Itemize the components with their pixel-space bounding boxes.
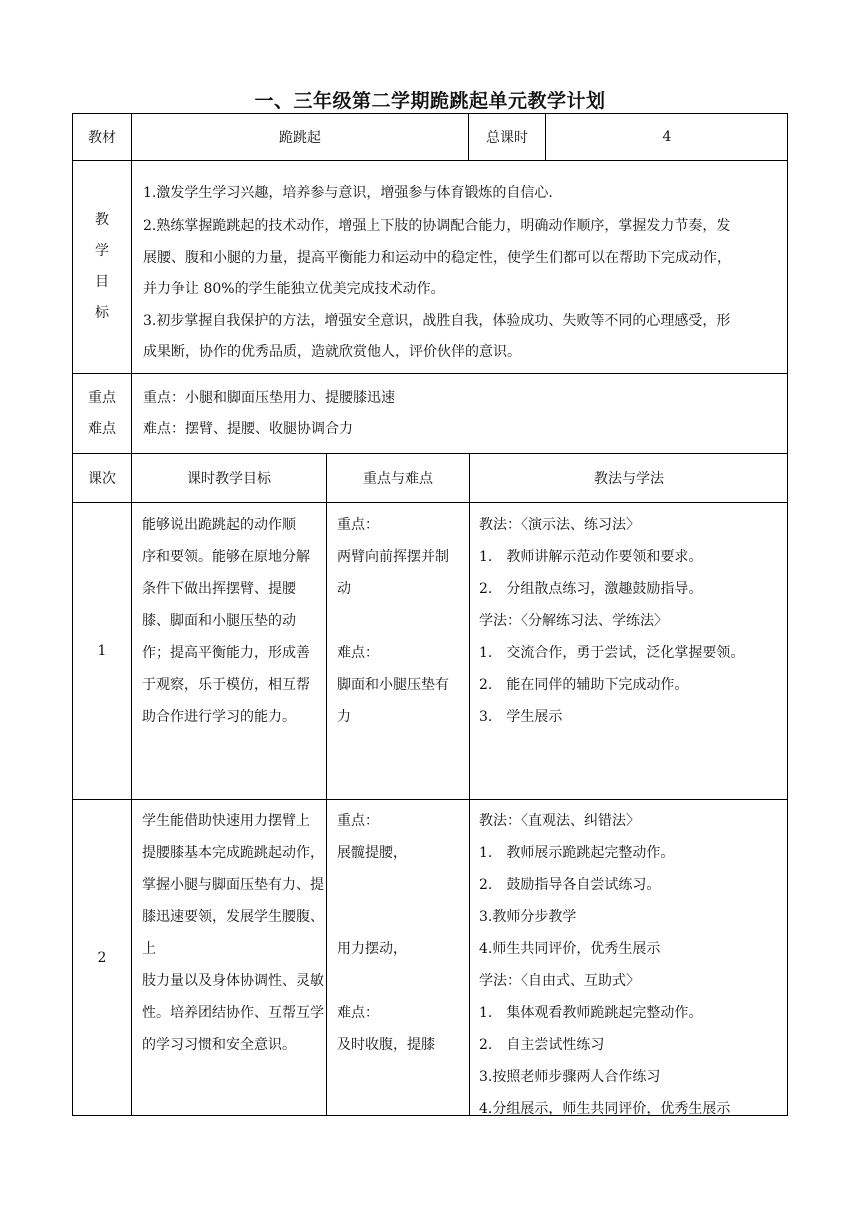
lesson-goal-line: 序和要领。能够在原地分解: [142, 549, 310, 565]
page-title: 一、三年级第二学期跪跳起单元教学计划: [254, 90, 606, 112]
lesson-focus-header-label: 重点与难点: [363, 471, 433, 487]
material-value-cell: [131, 113, 468, 160]
key-points-label-line: 重点: [88, 389, 116, 406]
lesson-method-line: 3.教师分步教学: [479, 909, 577, 925]
goals-label-char: 学: [95, 243, 109, 259]
lesson-num-header-label: 课次: [88, 471, 116, 487]
lesson-method-header: [469, 453, 788, 502]
goals-label-char: 目: [95, 274, 109, 290]
key-point-line: 难点：摆臂、提腰、收腿协调合力: [143, 420, 353, 437]
lesson-1-focus-cell: [326, 502, 469, 799]
lesson-focus-header: [326, 453, 469, 502]
lesson-2-num-cell: [72, 799, 131, 1115]
key-points-label-line: 难点: [88, 420, 116, 437]
lesson-goal-line: 膝迅速要领，发展学生腰腹、: [142, 909, 324, 925]
lesson-focus-line: 动: [337, 581, 351, 597]
lesson-goal-line: 条件下做出挥摆臂、提腰: [142, 581, 296, 597]
lesson-goal-line: 能够说出跪跳起的动作顺: [142, 517, 296, 533]
lesson-focus-line: 力: [337, 709, 351, 725]
goal-line: 成果断，协作的优秀品质，造就欣赏他人，评价伙伴的意识。: [143, 344, 521, 360]
lesson-goal-header-label: 课时教学目标: [187, 471, 271, 487]
lesson-method-line: 学法：〈分解练习法、学练法〉: [479, 613, 668, 629]
lesson-2-goal-cell: [131, 799, 326, 1115]
lesson-method-line: 教法：〈直观法、纠错法〉: [479, 813, 640, 829]
lesson-2-num: 2: [97, 949, 107, 966]
total-lessons-value: 4: [662, 129, 672, 145]
goal-line: 1.激发学生学习兴趣，培养参与意识，增强参与体育锻炼的自信心.: [143, 185, 553, 201]
lesson-focus-line: 用力摆动，: [337, 941, 407, 957]
lesson-2-focus-cell: [326, 799, 469, 1115]
lesson-method-line: 2. 自主尝试性练习: [479, 1037, 605, 1053]
lesson-goal-line: 作；提高平衡能力，形成善: [142, 645, 310, 661]
lesson-focus-line: 重点：: [337, 813, 379, 829]
lesson-goal-line: 肢力量以及身体协调性、灵敏: [142, 973, 324, 989]
total-lessons-label: 总课时: [486, 130, 528, 146]
lesson-goal-header: [131, 453, 326, 502]
key-points-label-cell: [72, 373, 131, 453]
key-points-content-cell: [131, 373, 788, 453]
lesson-focus-line: 难点：: [337, 1005, 379, 1021]
lesson-method-line: 3. 学生展示: [479, 709, 563, 725]
lesson-1-num-cell: [72, 502, 131, 799]
lesson-focus-line: [337, 901, 469, 933]
lesson-focus-line: [337, 869, 469, 901]
lesson-method-line: 2. 能在同伴的辅助下完成动作。: [479, 677, 689, 693]
total-lessons-value-cell: [545, 113, 788, 160]
lesson-focus-line: 两臂向前挥摆并制: [337, 549, 449, 565]
lesson-focus-line: 脚面和小腿压垫有: [337, 677, 449, 693]
lesson-method-line: 2. 分组散点练习，激趣鼓励指导。: [479, 581, 703, 597]
lesson-1-num: 1: [97, 643, 107, 659]
lesson-goal-line: 膝、脚面和小腿压垫的动: [142, 613, 296, 629]
lesson-method-header-label: 教法与学法: [594, 471, 664, 487]
key-point-line: 重点：小腿和脚面压垫用力、提腰膝迅速: [143, 389, 395, 406]
lesson-goal-line: 提腰膝基本完成跪跳起动作，: [142, 845, 324, 861]
goals-label-cell: [72, 160, 131, 373]
lesson-method-line: 2. 鼓励指导各自尝试练习。: [479, 877, 661, 893]
material-label: 教材: [88, 130, 116, 146]
lesson-goal-line: 学生能借助快速用力摆臂上: [142, 813, 310, 829]
lesson-goal-line: 的学习习惯和安全意识。: [142, 1037, 296, 1053]
lesson-method-line: 1. 交流合作，勇于尝试，泛化掌握要领。: [479, 645, 745, 661]
lesson-focus-line: 展髋提腰，: [337, 845, 407, 861]
lesson-method-line: 学法：〈自由式、互助式〉: [479, 973, 640, 989]
lesson-goal-line: 上: [142, 941, 156, 957]
lesson-num-header: [72, 453, 131, 502]
lesson-focus-line: 重点：: [337, 517, 379, 533]
goals-label-char: 教: [95, 212, 109, 228]
goal-line: 并力争让 80%的学生能独立优美完成技术动作。: [143, 281, 445, 297]
goals-label-char: 标: [95, 305, 109, 321]
lesson-method-line: 4.分组展示，师生共同评价，优秀生展示: [479, 1101, 731, 1117]
total-lessons-label-cell: [468, 113, 545, 160]
lesson-goal-line: 掌握小腿与脚面压垫有力、提: [142, 877, 324, 893]
lesson-method-line: 4.师生共同评价，优秀生展示: [479, 941, 661, 957]
lesson-goal-line: 于观察，乐于模仿，相互帮: [142, 677, 310, 693]
lesson-1-goal-cell: [131, 502, 326, 799]
goal-line: 3.初步掌握自我保护的方法，增强安全意识，战胜自我，体验成功、失败等不同的心理感受，形: [143, 313, 731, 329]
lesson-goal-line: 助合作进行学习的能力。: [142, 709, 296, 725]
lesson-focus-line: [337, 965, 469, 997]
lesson-focus-line: 及时收腹，提膝: [337, 1037, 435, 1053]
lesson-method-line: 1. 教师展示跪跳起完整动作。: [479, 845, 675, 861]
lesson-method-line: 教法：〈演示法、练习法〉: [479, 517, 640, 533]
lesson-method-line: 3.按照老师步骤两人合作练习: [479, 1069, 661, 1085]
lesson-method-line: 1. 教师讲解示范动作要领和要求。: [479, 549, 703, 565]
goal-line: 展腰、腹和小腿的力量，提高平衡能力和运动中的稳定性，使学生们都可以在帮助下完成动作，: [143, 250, 731, 266]
lesson-2-method-cell: [469, 799, 788, 1115]
lesson-method-line: 1. 集体观看教师跪跳起完整动作。: [479, 1005, 703, 1021]
material-value: 跪跳起: [279, 130, 321, 146]
goals-content-cell: [131, 160, 788, 373]
lesson-goal-line: 性。培养团结协作、互帮互学: [142, 1005, 324, 1021]
goal-line: 2.熟练掌握跪跳起的技术动作，增强上下肢的协调配合能力，明确动作顺序，掌握发力节奏，发: [143, 218, 731, 234]
lesson-1-method-cell: [469, 502, 788, 799]
lesson-focus-line: 难点：: [337, 645, 379, 661]
material-label-cell: [72, 113, 131, 160]
lesson-focus-line: [337, 605, 469, 637]
